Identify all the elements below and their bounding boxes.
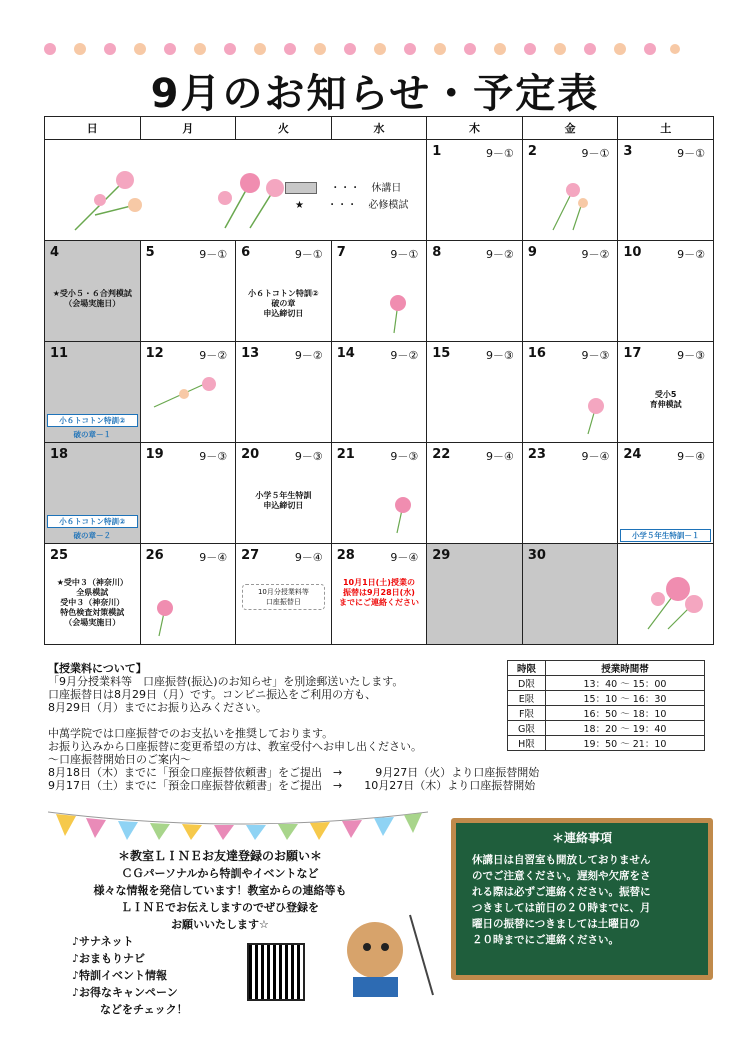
day-cell bbox=[522, 140, 618, 241]
holiday-swatch bbox=[285, 182, 317, 194]
weekday-header bbox=[45, 117, 714, 140]
schedule-code: 9－① bbox=[581, 147, 610, 160]
event-note: ★受中３（神奈川） 全県模試 受中３（神奈川） 特色検査対策模試 （会場実施日） bbox=[56, 578, 128, 627]
day-cell bbox=[140, 241, 236, 342]
day-number: 4 bbox=[50, 245, 60, 260]
event-tag: 小学５年生特訓－１ bbox=[620, 529, 711, 542]
legend-cell bbox=[45, 140, 427, 241]
day-cell bbox=[236, 241, 332, 342]
line-text: ＣＧパーソナルから特訓やイベントなど bbox=[121, 867, 319, 880]
day-number: 15 bbox=[432, 346, 451, 361]
weekday-sat: 土 bbox=[618, 117, 714, 140]
day-cell bbox=[331, 342, 427, 443]
day-number: 1 bbox=[432, 144, 442, 159]
day-cell bbox=[331, 443, 427, 544]
schedule-code: 9－④ bbox=[485, 450, 514, 463]
cosmos-flower-icon bbox=[205, 158, 295, 233]
info-line: お振り込みから口座振替に変更希望の方は、教室受付へお申し出ください。 bbox=[48, 740, 422, 753]
time-cell: 18：20 ～ 19：40 bbox=[545, 721, 704, 736]
schedule-code: 9－③ bbox=[677, 349, 705, 362]
cosmos-flower-icon bbox=[578, 392, 613, 437]
schedule-code: 9－③ bbox=[294, 450, 323, 463]
line-heading: ＊教室ＬＩＮＥお友達登録のお願い＊ bbox=[117, 849, 322, 863]
line-text: 様々な情報を発信しています！教室からの連絡等も bbox=[93, 884, 347, 897]
day-cell bbox=[236, 443, 332, 544]
info-line: 8月29日（月）までにお振り込みください。 bbox=[48, 701, 267, 714]
day-number: 3 bbox=[623, 144, 633, 159]
event-note: 受小5 育伸模試 bbox=[649, 390, 682, 409]
line-announcement bbox=[60, 848, 380, 1018]
time-cell: 13：40 ～ 15：00 bbox=[545, 676, 704, 691]
day-cell bbox=[522, 342, 618, 443]
day-cell bbox=[618, 140, 714, 241]
day-cell bbox=[427, 443, 523, 544]
line-text: ＬＩＮＥでお伝えしますのでぜひ登録を bbox=[121, 901, 319, 914]
tuition-info bbox=[48, 662, 539, 792]
cosmos-flower-icon bbox=[149, 372, 229, 412]
period-cell: H限 bbox=[508, 736, 546, 751]
event-tag: 小６トコトン特訓② bbox=[47, 414, 138, 427]
day-cell bbox=[522, 241, 618, 342]
tuition-heading: 【授業料について】 bbox=[48, 662, 147, 675]
event-sub: 破の章－２ bbox=[73, 531, 112, 540]
day-cell bbox=[427, 241, 523, 342]
cosmos-flower-icon bbox=[387, 491, 417, 536]
day-cell bbox=[522, 544, 618, 645]
day-cell bbox=[236, 342, 332, 443]
schedule-code: 9－① bbox=[294, 248, 323, 261]
day-number: 28 bbox=[336, 548, 355, 563]
weekday-thu: 木 bbox=[427, 117, 523, 140]
time-cell: 19：50 ～ 21：10 bbox=[545, 736, 704, 751]
schedule-code: 9－④ bbox=[581, 450, 610, 463]
line-qr-code[interactable] bbox=[247, 943, 305, 1001]
day-number: 9 bbox=[527, 245, 537, 260]
day-number: 8 bbox=[432, 245, 442, 260]
schedule-code: 9－② bbox=[199, 349, 228, 362]
day-cell bbox=[427, 544, 523, 645]
event-tag: 小６トコトン特訓② bbox=[47, 515, 138, 528]
weekday-fri: 金 bbox=[522, 117, 618, 140]
calendar bbox=[44, 116, 714, 645]
schedule-code: 9－④ bbox=[677, 450, 705, 463]
day-number: 29 bbox=[432, 548, 451, 563]
schedule-code: 9－① bbox=[390, 248, 419, 261]
legend-dots: ・・・ bbox=[330, 183, 361, 194]
day-number: 21 bbox=[336, 447, 355, 462]
schedule-code: 9－② bbox=[485, 248, 514, 261]
day-cell bbox=[140, 342, 236, 443]
times-header: 時限 bbox=[508, 661, 546, 676]
day-number: 16 bbox=[527, 346, 546, 361]
notice-body: 休講日は自習室も開放しておりません のでご注意ください。遅刻や欠席をさ れる際は必ずご連絡ください。振替に つきましては前日の２０時までに、月 曜日の振替につきましては土曜日の ２０時までにご連絡ください。 bbox=[472, 854, 651, 946]
event-sub: 破の章－１ bbox=[73, 430, 112, 439]
info-line: 口座振替日は8月29日（月）です。コンビニ振込をご利用の方も、 bbox=[48, 688, 377, 701]
day-number: 10 bbox=[623, 245, 642, 260]
day-cell bbox=[331, 544, 427, 645]
info-line: 「9月分授業料等 口座振替(振込)のお知らせ」を別途郵送いたします。 bbox=[48, 675, 404, 688]
day-number: 12 bbox=[145, 346, 164, 361]
day-number: 7 bbox=[336, 245, 346, 260]
day-number: 20 bbox=[241, 447, 260, 462]
day-number: 23 bbox=[527, 447, 546, 462]
day-cell bbox=[45, 241, 141, 342]
period-cell: E限 bbox=[508, 691, 546, 706]
notice-board bbox=[451, 818, 713, 980]
event-note: 小６トコトン特訓② 破の章 申込締切日 bbox=[248, 289, 319, 318]
day-number: 19 bbox=[145, 447, 164, 462]
weekday-sun: 日 bbox=[45, 117, 141, 140]
cosmos-flower-icon bbox=[149, 594, 184, 639]
pennant-banner bbox=[48, 808, 428, 840]
day-cell bbox=[45, 544, 141, 645]
day-number: 17 bbox=[623, 346, 642, 361]
schedule-code: 9－③ bbox=[199, 450, 228, 463]
day-number: 25 bbox=[50, 548, 69, 563]
weekday-tue: 火 bbox=[236, 117, 332, 140]
day-number: 30 bbox=[527, 548, 546, 563]
schedule-code: 9－① bbox=[485, 147, 514, 160]
legend-exam-label: 必修模試 bbox=[368, 200, 409, 211]
flower-garland bbox=[40, 38, 680, 60]
line-list-item: ♪サナネット bbox=[72, 935, 134, 948]
cosmos-flower-icon bbox=[543, 175, 593, 235]
day-cell bbox=[618, 241, 714, 342]
mascot-illustration bbox=[335, 905, 440, 1000]
period-cell: G限 bbox=[508, 721, 546, 736]
info-line: 9月17日（土）までに「預金口座振替依頼書」をご提出 → 10月27日（木）より口座振替開始 bbox=[48, 779, 536, 792]
day-cell bbox=[618, 443, 714, 544]
schedule-code: 9－④ bbox=[199, 551, 228, 564]
cosmos-flower-icon bbox=[638, 564, 708, 634]
info-line: ～口座振替開始日のご案内～ bbox=[48, 753, 191, 766]
day-cell bbox=[427, 140, 523, 241]
schedule-code: 9－② bbox=[581, 248, 610, 261]
day-number: 24 bbox=[623, 447, 642, 462]
line-list-item: ♪おまもりナビ bbox=[72, 952, 146, 965]
day-cell bbox=[618, 544, 714, 645]
schedule-code: 9－① bbox=[677, 147, 705, 160]
time-cell: 16：50 ～ 18：10 bbox=[545, 706, 704, 721]
day-cell bbox=[618, 342, 714, 443]
cosmos-flower-icon bbox=[382, 291, 412, 336]
notice-title: ＊連絡事項 bbox=[551, 831, 612, 845]
line-list-item: ♪特訓イベント情報 bbox=[72, 969, 168, 982]
star-icon: ★ bbox=[295, 200, 304, 211]
time-cell: 15：10 ～ 16：30 bbox=[545, 691, 704, 706]
day-number: 18 bbox=[50, 447, 69, 462]
info-line: 8月18日（木）までに「預金口座振替依頼書」をご提出 → 9月27日（火）より口座振替開始 bbox=[48, 766, 540, 779]
legend-holiday-label: 休講日 bbox=[371, 183, 402, 194]
day-number: 14 bbox=[336, 346, 355, 361]
day-number: 6 bbox=[241, 245, 251, 260]
day-number: 11 bbox=[50, 346, 69, 361]
schedule-code: 9－② bbox=[677, 248, 705, 261]
cosmos-flower-icon bbox=[65, 160, 155, 235]
day-cell bbox=[140, 544, 236, 645]
schedule-code: 9－③ bbox=[485, 349, 514, 362]
day-cell bbox=[45, 342, 141, 443]
weekday-mon: 月 bbox=[140, 117, 236, 140]
transfer-note: 10月1日(土)授業の 振替は9月28日(水) までにご連絡ください bbox=[338, 578, 419, 607]
schedule-code: 9－④ bbox=[390, 551, 419, 564]
times-header: 授業時間帯 bbox=[545, 661, 704, 676]
day-cell bbox=[427, 342, 523, 443]
day-cell bbox=[522, 443, 618, 544]
day-number: 5 bbox=[145, 245, 155, 260]
period-cell: D限 bbox=[508, 676, 546, 691]
info-line: 中萬学院では口座振替でのお支払いを推奨しております。 bbox=[48, 727, 334, 740]
schedule-code: 9－① bbox=[199, 248, 228, 261]
day-cell bbox=[331, 241, 427, 342]
legend-dots: ・・・ bbox=[327, 200, 358, 211]
schedule-code: 9－② bbox=[390, 349, 419, 362]
schedule-code: 9－④ bbox=[294, 551, 323, 564]
day-cell bbox=[140, 443, 236, 544]
day-number: 26 bbox=[145, 548, 164, 563]
page-title: 9月のお知らせ・予定表 bbox=[150, 71, 600, 117]
info-line bbox=[48, 714, 539, 727]
line-tail: などをチェック！ bbox=[100, 1003, 188, 1016]
event-note: 小学５年生特訓 申込締切日 bbox=[255, 491, 312, 510]
schedule-code: 9－② bbox=[294, 349, 323, 362]
day-cell bbox=[45, 443, 141, 544]
day-number: 13 bbox=[241, 346, 260, 361]
class-times-table bbox=[507, 660, 705, 751]
day-number: 27 bbox=[241, 548, 260, 563]
weekday-wed: 水 bbox=[331, 117, 427, 140]
period-cell: F限 bbox=[508, 706, 546, 721]
line-list-item: ♪お得なキャンペーン bbox=[72, 986, 178, 999]
payment-note: 10月分授業料等 口座振替日 bbox=[242, 584, 325, 610]
schedule-code: 9－③ bbox=[581, 349, 610, 362]
schedule-code: 9－③ bbox=[390, 450, 419, 463]
day-cell bbox=[236, 544, 332, 645]
day-number: 22 bbox=[432, 447, 451, 462]
day-number: 2 bbox=[527, 144, 537, 159]
line-text: お願いいたします☆ bbox=[171, 918, 269, 931]
event-note: ★受小５・６合判模試 （会場実施日） bbox=[52, 289, 132, 308]
